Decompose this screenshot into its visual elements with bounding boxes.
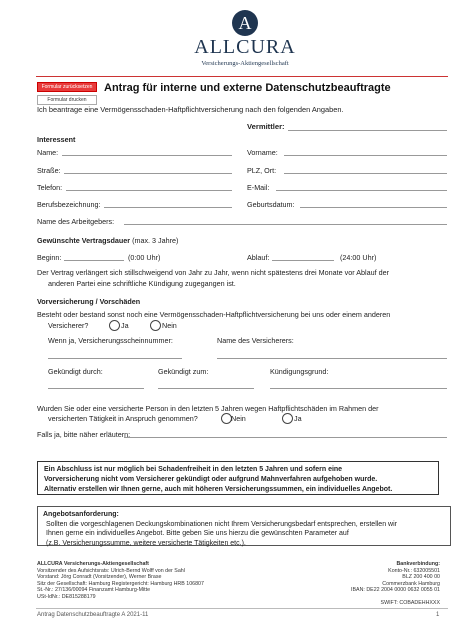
vertragsdauer-note: (max. 3 Jahre) xyxy=(132,236,179,245)
plz-ort-label: PLZ, Ort: xyxy=(247,166,277,175)
gekuendigt-zum-field[interactable] xyxy=(158,388,254,389)
vorname-field[interactable] xyxy=(284,155,447,156)
strasse-field[interactable] xyxy=(64,173,232,174)
company-info xyxy=(37,561,267,601)
geburtsdatum-field[interactable] xyxy=(300,207,447,208)
bank-line4: IBAN: DE22 2004 0000 0632 0055 01 xyxy=(351,587,440,594)
ablauf-time: (24:00 Uhr) xyxy=(340,253,377,262)
arbeitgeber-field[interactable] xyxy=(124,224,447,225)
schaden-nein-radio[interactable] xyxy=(282,413,293,424)
notice-line2: Vorversicherung nicht vom Versicherer gekündigt oder aufgrund Mahnverfahren aufgehoben wurde. xyxy=(44,476,378,483)
bank-line3: Commerzbank Hamburg xyxy=(382,580,440,587)
vorversicherung-nein-label: Nein xyxy=(162,321,177,330)
verlaengerung-line1: Der Vertrag verlängert sich stillschweigend von Jahr zu Jahr, wenn nicht spätestens drei Monate vor Ablauf der xyxy=(37,268,389,277)
vorversicherung-ja-label: Ja xyxy=(121,321,129,330)
email-field[interactable] xyxy=(276,190,447,191)
verlaengerung-line2: anderen Partei eine schriftliche Kündigung zugegangen ist. xyxy=(48,279,236,288)
beginn-label: Beginn: xyxy=(37,253,62,262)
bank-info xyxy=(290,561,440,607)
vorversicherung-question-line1: Besteht oder bestand sonst noch eine Vermögensschaden-Haftpflichtversicherung bei uns oder einem anderen xyxy=(37,310,391,319)
name-label: Name: xyxy=(37,148,59,157)
footer-line3: Sitz der Gesellschaft: Hamburg Registergericht: Hamburg HRB 106807 xyxy=(37,580,204,587)
form-intro: Ich beantrage eine Vermögensschaden-Haftpflichtversicherung nach den folgenden Angaben. xyxy=(37,105,344,114)
footer-company: ALLCURA Versicherungs-Aktiengesellschaft xyxy=(37,561,149,567)
angebotsanforderung-line1: Sollten die vorgeschlagenen Deckungskombinationen nicht Ihrem Versicherungsbedarf entsprechen, erstellen wir xyxy=(46,520,397,528)
footer-divider xyxy=(36,608,448,609)
vertragsdauer-heading xyxy=(37,236,178,245)
document-id: Antrag Datenschutzbeauftragte A 2021-11 xyxy=(37,612,149,618)
kuendigungsgrund-label: Kündigungsgrund: xyxy=(270,367,329,376)
vorversicherung-question-line2: Versicherer? xyxy=(48,321,89,330)
ablauf-label: Ablauf: xyxy=(247,253,270,262)
vorname-label: Vorname: xyxy=(247,148,278,157)
vorversicherung-header: Vorversicherung / Vorschäden xyxy=(37,297,141,306)
gekuendigt-durch-field[interactable] xyxy=(48,388,144,389)
vorversicherung-ja-radio[interactable] xyxy=(109,320,120,331)
email-label: E-Mail: xyxy=(247,183,270,192)
strasse-label: Straße: xyxy=(37,166,61,175)
allcura-logo-icon: A xyxy=(232,10,258,36)
angebotsanforderung-line2: Ihnen gerne ein individuelles Angebot. Bitte geben Sie uns hierzu die gewünschten Parameter auf xyxy=(46,530,349,537)
beginn-field[interactable] xyxy=(64,260,124,261)
brand-subtitle: Versicherungs-Aktiengesellschaft xyxy=(201,60,289,67)
angebotsanforderung-box[interactable] xyxy=(37,506,451,546)
vermittler-label: Vermittler: xyxy=(247,122,285,131)
schaden-question-line2: versicherten Tätigkeit in Anspruch genommen? xyxy=(48,414,198,423)
schaden-ja-label: Ja xyxy=(294,414,302,423)
bank-header: Bankverbindung: xyxy=(396,561,440,567)
vertragsdauer-header: Gewünschte Vertragsdauer xyxy=(37,236,131,245)
telefon-label: Telefon: xyxy=(37,183,63,192)
schaden-nein-label: Nein xyxy=(231,414,246,423)
angebotsanforderung-line3: (z.B. Versicherungssumme, weitere versicherte Tätigkeiten etc.). xyxy=(46,539,246,547)
page-number: 1 xyxy=(436,612,440,618)
beruf-label: Berufsbezeichnung: xyxy=(37,200,101,209)
versicherer-label: Name des Versicherers: xyxy=(217,336,294,345)
bank-line2: BLZ 200 400 00 xyxy=(402,574,440,581)
print-form-button[interactable]: Formular drucken xyxy=(37,95,97,105)
beginn-time: (0:00 Uhr) xyxy=(128,253,161,262)
erlaeutern-field[interactable] xyxy=(124,437,447,438)
arbeitgeber-label: Name des Arbeitgebers: xyxy=(37,217,115,226)
header-divider xyxy=(36,76,448,77)
footer-line1: Vorsitzender des Aufsichtsrats: Ulrich-Bernd Wolff von der Sahl xyxy=(37,567,185,574)
notice-box xyxy=(37,461,439,495)
vorversicherung-nein-radio[interactable] xyxy=(150,320,161,331)
geburtsdatum-label: Geburtsdatum: xyxy=(247,200,295,209)
bank-line5: SWIFT: COBADEHHXXX xyxy=(380,599,440,606)
telefon-field[interactable] xyxy=(66,190,232,191)
bank-line1: Konto-Nr.: 632005501 xyxy=(388,567,440,574)
versicherer-field[interactable] xyxy=(217,358,447,359)
erlaeutern-label: Falls ja, bitte näher erläutern: xyxy=(37,430,131,439)
beruf-field[interactable] xyxy=(104,207,232,208)
angebotsanforderung-header: Angebotsanforderung: xyxy=(43,511,119,518)
schaden-question-line1: Wurden Sie oder eine versicherte Person in den letzten 5 Jahren wegen Haftpflichtschäden im Rahmen der xyxy=(37,404,379,413)
name-field[interactable] xyxy=(62,155,232,156)
vsnr-field[interactable] xyxy=(48,358,182,359)
plz-ort-field[interactable] xyxy=(284,173,447,174)
kuendigungsgrund-field[interactable] xyxy=(270,388,447,389)
notice-line1: Ein Abschluss ist nur möglich bei Schadenfreiheit in den letzten 5 Jahren und sofern eine xyxy=(44,466,343,473)
gekuendigt-zum-label: Gekündigt zum: xyxy=(158,367,209,376)
brand-name: ALLCURA xyxy=(194,36,296,58)
gekuendigt-durch-label: Gekündigt durch: xyxy=(48,367,103,376)
interessent-header: Interessent xyxy=(37,135,76,144)
reset-form-button[interactable]: Formular zurücksetzen xyxy=(37,82,97,92)
form-title: Antrag für interne und externe Datenschutzbeauftragte xyxy=(104,82,391,94)
vermittler-field[interactable] xyxy=(288,130,447,131)
vsnr-label: Wenn ja, Versicherungsscheinnummer: xyxy=(48,336,173,345)
footer-line2: Vorstand: Jörg Conradt (Vorsitzender), Werner Brase xyxy=(37,574,162,581)
ablauf-field[interactable] xyxy=(272,260,334,261)
footer-line4: St.-Nr.: 27/136/00094 Finanzamt Hamburg-Mitte xyxy=(37,587,151,594)
footer-line5: USt-IdNr.: DE815288179 xyxy=(37,593,96,600)
notice-line3: Alternativ erstellen wir Ihnen gerne, auch mit höheren Versicherungssummen, ein individuelles Angebot. xyxy=(44,486,393,493)
